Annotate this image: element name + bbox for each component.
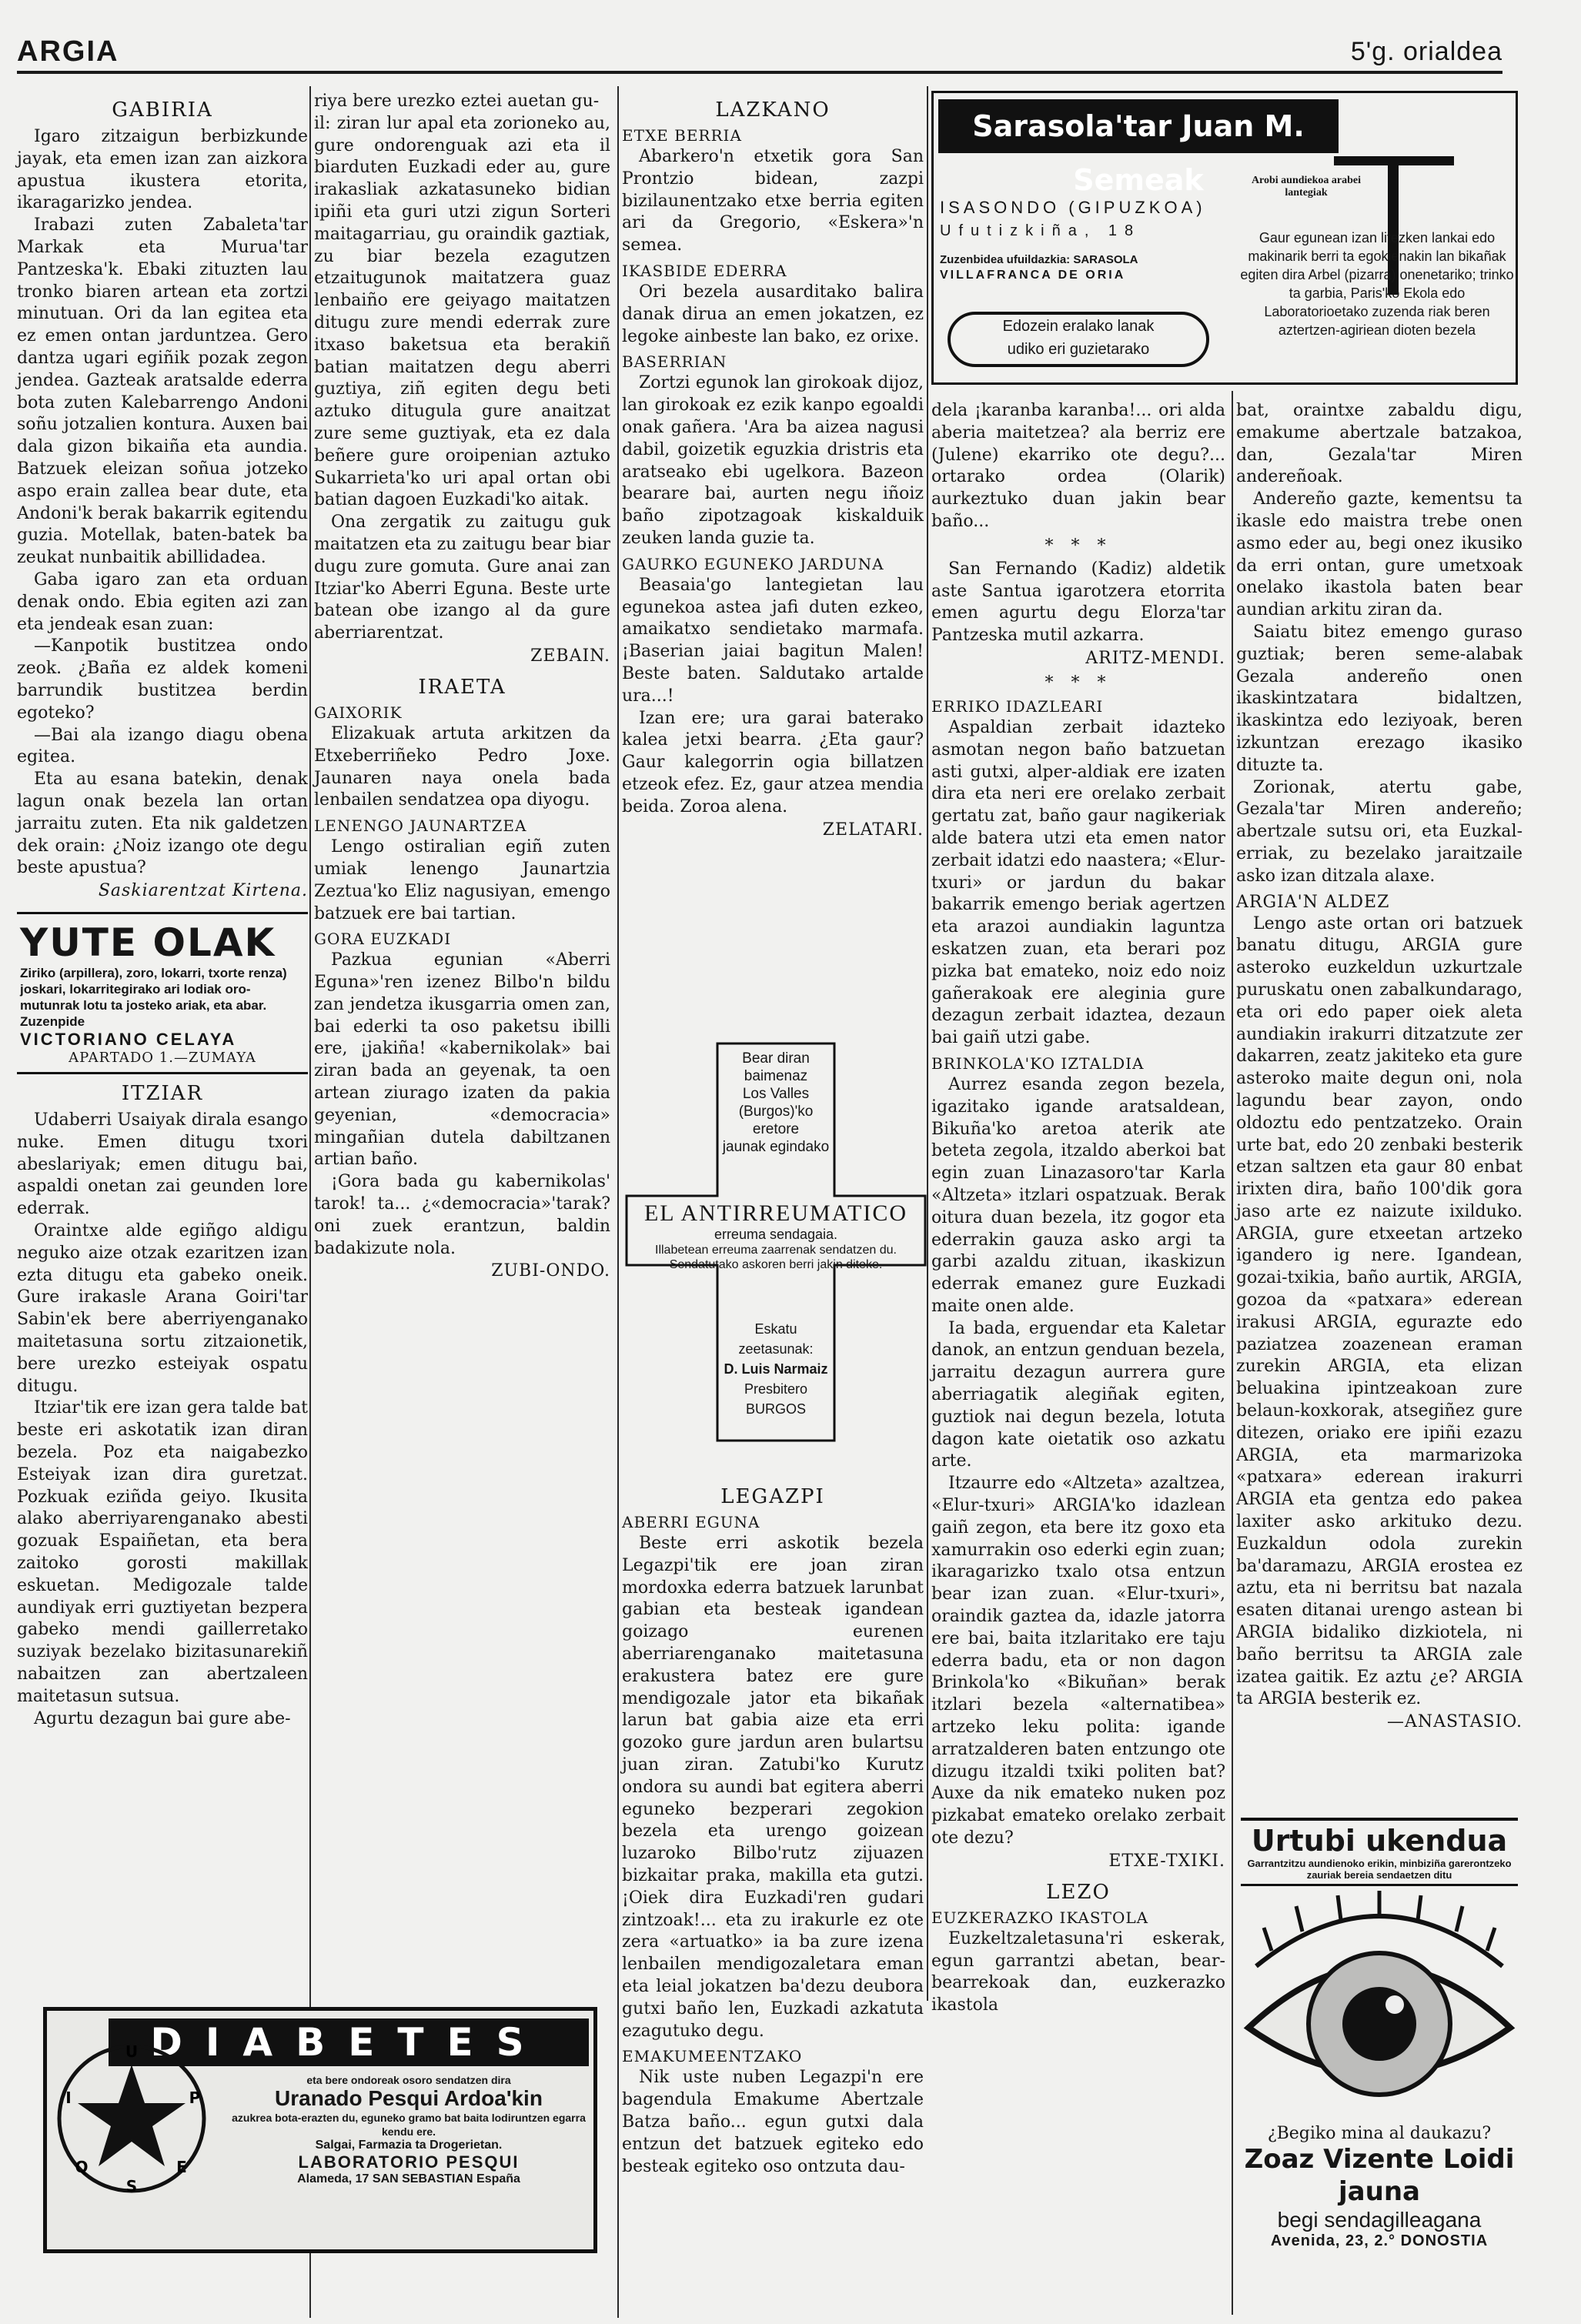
separator: * * * [1045, 536, 1112, 556]
article-paragraph: Eta au esana batekin, denak lagun onak bezela lan ortan jarraitu zuten. Eta nik galdetzen dek orain: ¿Noiz izango ote degu beste apustua? [17, 770, 308, 878]
article-paragraph: Ori bezela ausarditako balira danak dirua an emen jokatzen, ez legoke ainbeste lan bako, ez orixe. [622, 282, 924, 346]
article-paragraph: Zorionak, atertu gabe, Gezala'tar Miren andereño; abertzale sutsu ori, eta Euzkal-erriak, zu bezelako jaraitzaile asko izan ditzala alaxe. [1236, 777, 1523, 886]
article-paragraph: Gaba igaro zan eta orduan denak ondo. Ebia egiten azi zan eta jendeak esan zuan: [17, 569, 308, 634]
section-subheading: GAIXORIK [314, 703, 403, 722]
article-paragraph: San Fernando (Kadiz) aldetik aste Santua igarotzera etorrita emen agurtu degu Elorza'tar Pantzeska mutil azkarra. [931, 559, 1225, 646]
column-3 [622, 91, 924, 842]
ad-text: Gaur egunean izan litezken lankai edo makinarik berri ta egokienakin lan bikañak egiten dira Arbel (pizarra) onenetariko; trinko ta garbia, Paris'ko Ekola edo Laboratorioetako zuzenda riak beren aztertzen-agiriean dioten bezela [1240, 230, 1514, 338]
ad-line: Edozein eralako lanak [1002, 318, 1155, 335]
star-letter: E [176, 2158, 187, 2176]
article-paragraph: Zortzi egunok lan girokoak dijoz, lan girokoak ez ezik kanpo egoaldi onak gañera. 'Ara ba aizea nagusi dabil, goizetik eguzkia dristris eta aratseako ebi ugelkora. Bazeon bearare bai, aurten negu iñoiz baño zipotzagoak kiskalduik zeuken landa guzie ta. [622, 373, 924, 548]
article-paragraph: Lengo aste ortan ori batzuek banatu ditugu, ARGIA gure asteroko euzkeldun uzkurtzale puruskatu onen zabalkundarago, eta ori edo paper oiek aleta aundiakin irakurri ditzatzute zer dakarren, zeatz jakiteko eta gure asteroko maite degun oni, nola lagundu bear zayon, ondo oldoztu edo pentzatzeko. Orain urte bat, edo 20 zenbaki besterik etzan saltzen eta gaur 80 enbat irixten dira, baño 100'dik gora jaso arte ez naizute ixilduko. ARGIA, gure etxeetan artzeko igandero ig nere. Igandean, gozai-txikia, baño aurtik, ARGIA, gozoa da «patxara» ederean irakusi ARGIA, egurazte edo paziatzea zoazenean eraman zurekin ARGIA, eta elizan beluakina ipintzeakoan zure belaun-koxkorak, atsegiñez gure ditezen, oriako ere ipiñi ezazu ARGIA, eta marmarizoka «patxara» ederean irakurri ARGIA eta gentza edo pakea laxiter asko arkituko dezu. Euzkaldun odola zurekin ba'daramazu, ARGIA erostea ez aztu, eta ni berritsu bat nazala esaten ditanai urengo astean bi ARGIA bidaliko dizkiotela, ni baño berritsu ta ARGIA zale izatea gaitik. Ez aztu ¿e? ARGIA ta ARGIA besterik ez. [1236, 913, 1523, 1709]
article-paragraph: Ona zergatik zu zaitugu guk maitatzen eta zu zaitugu bear biar dugu zure gomuta. Gure anai zan Itziar'ko Aberri Eguna. Beste urte batean obe izango al da gure aberriarentzat. [314, 513, 610, 643]
ad-title: YUTE OLAK [20, 920, 276, 966]
sarasola-ad [931, 91, 1518, 385]
eye-illustration [1241, 1889, 1518, 2143]
article-paragraph: Nik uste nuben Legazpi'n ere bagendula Emakume Abertzale Batza baño... egun gutxi dala entzun det batzuek egiteko edo besteak egiteko oso ontzuta dau- [622, 2068, 924, 2176]
section-subheading: LENENGO JAUNARTZEA [314, 816, 527, 836]
column-1 [17, 91, 308, 1730]
article-signature: Saskiarentzat Kirtena. [98, 881, 308, 901]
article-paragraph: ¡Gora bada gu kabernikolas' tarok! ta... ¿«democracia»'tarak? oni zuek erantzun, baldin badakizute nola. [314, 1172, 610, 1258]
article-signature: ZELATARI. [822, 820, 924, 840]
column-4 [931, 400, 1225, 2017]
urtubi-ad [1241, 1818, 1518, 2146]
column-2 [314, 91, 610, 1283]
ad-oval [948, 312, 1209, 367]
column-3-lower [622, 1478, 924, 2178]
ad-line: Los Valles [742, 1086, 810, 1102]
article-heading: IRAETA [418, 675, 506, 699]
ad-question: ¿Begiko mina al daukazu? [1267, 2124, 1492, 2143]
article-paragraph: Igaro zitzaigun berbizkunde jayak, eta emen izan zan aizkora apustua ikustera etorita, ikaragarizko jendea. [17, 127, 308, 213]
article-paragraph: Abarkero'n etxetik gora San Prontzio bidean, zazpi bizilaunentzako etxe berria egiten ari da Gregorio, «Eskera»'n semea. [622, 147, 924, 255]
ad-address: APARTADO 1.—ZUMAYA [69, 1050, 256, 1067]
section-subheading: BASERRIAN [622, 352, 727, 372]
ad-line: Illabetean erreuma zaarrenak sendatzen du. Sendatutako askoren berri jakin diteke. [655, 1244, 897, 1271]
article-paragraph: dela ¡karanba karanba!... ori alda aberia maitetzea? ala berriz ere (Julene) ekarriko ote degu?... ortarako ordea (Olarik) aurkeztuko duan jakin bear baño... [931, 401, 1225, 531]
star-logo [55, 2042, 209, 2195]
article-paragraph: —Kanpotik bustitzea ondo zeok. ¿Baña ez aldek komeni barrundik bustitzea berdin egoteko? [17, 636, 308, 723]
ad-line: eta bere ondoreak osoro sendatzen dira [306, 2074, 511, 2086]
ad-line: Salgai, Farmazia ta Drogerietan. [315, 2139, 503, 2152]
column-rule [927, 86, 928, 2001]
section-subheading: ARGIA'N ALDEZ [1236, 892, 1390, 912]
article-paragraph: Oraintxe alde egiñgo aldigu neguko aize otzak ezaritzen izan ezta ditugu eta gabeko oneik. Gure irakasle Arana Goiri'tar Sabin'ek bere aberriyenganako maitetasuna sortu zitzaionetik, bere urezko esteiyak ospatu ditugu. [17, 1221, 308, 1396]
ad-address: Zuzenbidea ufuildazkia: SARASOLA [940, 253, 1138, 266]
ad-address: VILLAFRANCA DE ORIA [940, 269, 1126, 282]
ad-title: DIABETES [109, 2018, 589, 2066]
ad-address: ISASONDO (GIPUZKOA) [940, 198, 1206, 217]
article-paragraph: —Bai ala izango diagu obena egitea. [17, 725, 308, 767]
article-paragraph: Udaberri Usaiyak dirala esango nuke. Emen ditugu txori abeslariyak; emen ditugu bai, aspaldi onetan zai geunden lore ederrak. [17, 1110, 308, 1219]
article-heading: LEGAZPI [720, 1485, 825, 1508]
star-letter: I [65, 2089, 72, 2107]
ad-line: Eskatu zeetasunak: [738, 1321, 814, 1357]
section-subheading: GORA EUZKADI [314, 930, 452, 949]
ad-line: Bear diran baimenaz [742, 1050, 810, 1084]
ad-address: Ufutizkiña, 18 [940, 222, 1141, 239]
separator: * * * [1045, 673, 1112, 693]
article-paragraph: il: ziran lur apal eta zorioneko au, gure ondorenguak azi eta il biarduten Euzkadi eder au, gure irakasliak azkatasuneko bidian ipiñi eta guri utzi zigun Sorteri maitagarriau, gu oraindik gaztiak, zu biar bezela ezagutzen etzaitugunok maitatzera guaz lenbaiño ere geiyago maitatzen ditugu zure mendi ederrak zure itxaso baketsua eta berakiñ batian maitatzen degu aberri guztiya, ziñ egiten degu beti aztuko ditugula gure anaitzat zure seme guztiyak, eta ez dala beñere gure oroipenian aztuko Sukarrieta'ko uri apal ortan obi batian dagoen Euzkadi'ko aitak. [314, 113, 610, 510]
t-bar [1334, 156, 1454, 165]
article-paragraph: Izan ere; ura garai baterako kalea jetxi bearra. ¿Eta gaur? Gaur kalegorrin ogia billatzen etzeok efez. Ez, gaur atzea mendia beida. Zoroa alena. [622, 708, 924, 816]
article-heading: LAZKANO [715, 99, 831, 122]
section-subheading: EUZKERAZKO IKASTOLA [931, 1908, 1149, 1927]
ad-line: jaunak egindako [722, 1139, 830, 1155]
section-subheading: GAURKO EGUNEKO JARDUNA [622, 554, 884, 573]
ad-title: Sarasola'tar Juan M. Semeak [938, 99, 1339, 153]
star-letter: S [125, 2177, 138, 2195]
yute-olak-ad [17, 912, 308, 1074]
ad-line: azukrea bota-erazten du, eguneko gramo bat baita lodiruntzen egarra kendu ere. [232, 2112, 586, 2138]
article-signature: ZEBAIN. [530, 646, 610, 666]
ad-subtitle: begi sendagilleagana [1277, 2208, 1482, 2232]
star-letter: U [125, 2042, 139, 2061]
column-rule [1232, 391, 1233, 2315]
page-number: 5'g. orialdea [1350, 37, 1502, 66]
column-5 [1236, 400, 1523, 1734]
article-paragraph: Itziar'tik ere izan gera talde bat beste eri askotatik izan diran bezela. Poz eta naigabezko Esteiyak izan dira guretzat. Pozkuak eziñda geiyo. Ikusita alako aberriyarenganako abesti gozuak Espaiñetan, eta bera zaitoko gorosti makillak eskuetan. Medigozale talde aundiyak erri guztiyetan bezpera gabeko mendi gaillerretako suziyak bezelako bizitasunarekiñ nabaitzen zan abertzaleen maitetasun sutsua. [17, 1398, 308, 1706]
ad-line: erreuma sendagaia. [714, 1227, 838, 1242]
article-signature: ZUBI-ONDO. [491, 1261, 610, 1281]
article-paragraph: Beste erri askotik bezela Legazpi'tik ere joan ziran mordoxka ederra batzuek larunbat gabian eta besteak igandean goizago eurenen aberriarenganako maitetasuna erakustera batez ere gure mendigozale jator eta bikañak larun bat gabia aize eta erri gozoko gure jardun aren bulartsu juan ziran. Zatubi'ko Kurutz ondora su aundi bat egitera aberri eguneko bezperari zegokion bezela eta urengo goizean luzaroko Bilbo'rutz zijuazen bizkaitar praka, makilla eta gutzi. ¡Oiek dira Euzkadi'ren gudari zintzoak!... eta zu irakurle ez ote zera «artuatko» ia ba zure izena lenbailen mendigozaletara eman eta leial jokatzen ba'dezu deubora gutxi baño len, Euzkadi azkatuta ezagutuko degu. [622, 1534, 924, 2041]
article-paragraph: Saiatu bitez emengo guraso guztiak; beren seme-alabak Gezala andereño onen ikaskintzatara bidaltzen, ikaskintza edo leziyoak, beren izkuntzan erezago ikasiko dituzte ta. [1236, 622, 1523, 775]
article-heading: LEZO [1046, 1880, 1111, 1904]
section-subheading: BRINKOLA'KO IZTALDIA [931, 1053, 1145, 1073]
article-paragraph: Beasaia'go lantegietan lau egunekoa astea jafi duten ezkeo, amaikatxo sendietako marmafa. ¡Baserian jaiai bagitun Malen! Beste baten. Saldutako artalde ura...! [622, 575, 924, 706]
section-subheading: ETXE BERRIA [622, 126, 742, 145]
section-subheading: ABERRI EGUNA [622, 1513, 760, 1531]
article-paragraph: Euzkeltzaletasuna'ri eskerak, egun garrantzi abetan, bear-bearrekoak dan, euzkerazko ikastola [931, 1928, 1225, 2015]
article-paragraph: Lengo ostiralian egiñ zuten umiak lenengo Jaunartzia Zeztua'ko Eliz nagusiyan, emengo batzuek ere bai tartian. [314, 837, 610, 923]
ad-line: udiko eri guzietarako [1007, 341, 1150, 358]
star-letter: Q [75, 2158, 89, 2176]
loidi-ad [1241, 2124, 1518, 2250]
ad-body [224, 2074, 593, 2186]
article-paragraph: Agurtu dezagun bai gure abe- [34, 1708, 291, 1728]
ad-line: Alameda, 17 SAN SEBASTIAN España [297, 2172, 520, 2185]
ad-line: LABORATORIO PESQUI [298, 2152, 520, 2172]
section-subheading: IKASBIDE EDERRA [622, 261, 787, 280]
section-subheading: ERRIKO IDAZLEARI [931, 696, 1104, 716]
ad-title: Zoaz Vizente Loidi jauna [1244, 2144, 1515, 2207]
article-paragraph: Itzaurre edo «Altzeta» azaltzea, «Elur-txuri» ARGIA'ko idazlean gaiñ zegon, eta bere itz goxo eta xamurrakin oso ederki egin zuan; ikaragarizko txalo otsa entzun bear izan zuan. «Elur-txuri», oraindik gaztea da, idazle jatorra ere bai, baita itzlaritako ere taju ederra badu, eta or non dagon Brinkola'ko «Bikuñan» berak itzlari bezela «alternatibea» artzeko leku polita: igande arratzalderen baten entzungo ote dizugu itzaldi txiki politen bat? Auxe da nik emateko nuken poz pizkabat emateko orelako zerbait ote dezu? [931, 1474, 1225, 1848]
article-paragraph: Elizakuak artuta arkitzen da Etxeberriñeko Pedro Joxe. Jaunaren naya onela bada lenbailen sendatzea opa diyogu. [314, 723, 610, 810]
ad-line: Uranado Pesqui Ardoa'kin [275, 2086, 543, 2110]
column-rule [309, 86, 311, 2318]
antirreumatico-ad [625, 1042, 927, 1442]
ad-line: D. Luis Narmaiz [724, 1361, 828, 1377]
column-rule [617, 86, 619, 2318]
diabetes-ad [43, 2007, 597, 2253]
ad-text: Ziriko (arpillera), zoro, lokarri, txorte renza) joskari, lokarritegirako ari lodiak oro-mutunrak lotu ta josteko ariak, eta abar. Zuzenpide [20, 966, 287, 1030]
article-paragraph: Pazkua egunian «Aberri Eguna»'ren izenez Bilbo'n bildu zan jendetza ikusgarria omen zan, bai ederki ta oso paketsu ibilli ere, ¡jakiña! «kabernikolak» bai ziran bada an geyenak, ta oen artean ziurago izaten da pakia geyenian, «democracia» mingañian dutela dabiltzanen artian baño. [314, 950, 610, 1170]
article-paragraph: Andereño gazte, kementsu ta ikasle edo maistra trebe onen asmo eder au, begi onez ikusiko da erri ontan, gure umetxoak onelako ikastola baten bear aundian arkitu ziran da. [1236, 489, 1523, 620]
article-signature: ETXE-TXIKI. [1108, 1851, 1225, 1871]
ad-address: Avenida, 23, 2.° DONOSTIA [1270, 2232, 1489, 2249]
article-paragraph: bat, oraintxe zabaldu digu, emakume abertzale batzakoa, dan, Gezala'tar Miren andereñoak. [1236, 401, 1523, 487]
ad-subtitle: Arobi aundiekoa arabei lantegiak [1251, 175, 1362, 199]
ad-line: Presbitero [744, 1381, 808, 1397]
article-paragraph: Aspaldian zerbait idazteko asmotan negon baño batzuetan asti gutxi, alper-aldiak ere izaten dira eta neri ere orelako zerbait gertatu zat, baño gaur nagikeriak alde batera utzi eta emen nator zerbait idatzi edo naastera; «Elur-txuri» or jardun du bakar bakarrik emengo beriak agertzen eta arazoi aundiakin laguntza eskatzen zuan, eta berari poz pizka bat emateko, noiz edo noiz gañerakoak ere aleginia gure dezagun zerbait idaztea, dezaun bai gaiñ utzi gabe. [931, 717, 1225, 1048]
article-paragraph: Aurrez esanda zegon bezela, igazitako igande aratsaldean, Bikuña'ko aretoa aterik ate beteta zegola, itzaldo aberkoi bat egin zuan Linazasoro'tar Karla «Altzeta» itzlari ospatzuak. Berak oitura duan bezela, itz gogor eta ederrakin gauza asko argi ta garbi azaldu zituan, ikaskizun ederrak emanez gure Euzkadi maite onen alde. [931, 1074, 1225, 1316]
masthead [17, 32, 1502, 74]
section-subheading: EMAKUMEENTZAKO [622, 2047, 803, 2066]
ad-line: BURGOS [745, 1401, 806, 1417]
newspaper-title: ARGIA [17, 35, 119, 68]
article-heading: ITZIAR [121, 1082, 204, 1106]
ad-title: Urtubi ukendua [1251, 1824, 1508, 1858]
article-signature: —ANASTASIO. [1387, 1712, 1523, 1732]
ad-text: Garrantzitzu aundienoko erikin, minbiziña garerontzeko zauriak bereia sendaetzen ditu [1247, 1858, 1512, 1881]
star-letter: P [189, 2089, 201, 2107]
article-paragraph: Irabazi zuten Zabaleta'tar Markak eta Murua'tar Pantzeska'k. Ebaki zituzten lau tronko biaren artean eta zortzi minutuan. Ori da lan egitea eta ez emen ontan jarduntzea. Gero dantza ugari egiñik pozak zegon jendea. Gazteak aratsalde ederra bota zuten Kalebarrengo Andoni soñu jotzalien kontura. Auxen bai dala gizon bikaiña eta aundia. Batzuek eleizan soñua jotzeko aspo erain zallea bear dute, eta Andoni'k berak bakarrik egitendu guzia. Motellak, baten-batek ba zeukat nunbaitik abillidadea. [17, 215, 308, 568]
ad-line: (Burgos)'ko eretore [738, 1104, 814, 1137]
article-paragraph: riya bere urezko eztei auetan gu- [314, 92, 600, 111]
article-heading: GABIRIA [112, 99, 213, 122]
ad-name: VICTORIANO CELAYA [20, 1030, 237, 1050]
article-paragraph: Ia bada, erguendar eta Kaletar danok, an entzun genduan bezela, jarraitu dezagun aurrera gure aberriagatik alegiñak egiten, guztiok nai degun bezela, lotuta dagon kate oietatik oso azkatu arte. [931, 1318, 1225, 1471]
article-signature: ARITZ-MENDI. [1085, 648, 1225, 668]
ad-title: EL ANTIRREUMATICO [643, 1200, 908, 1226]
